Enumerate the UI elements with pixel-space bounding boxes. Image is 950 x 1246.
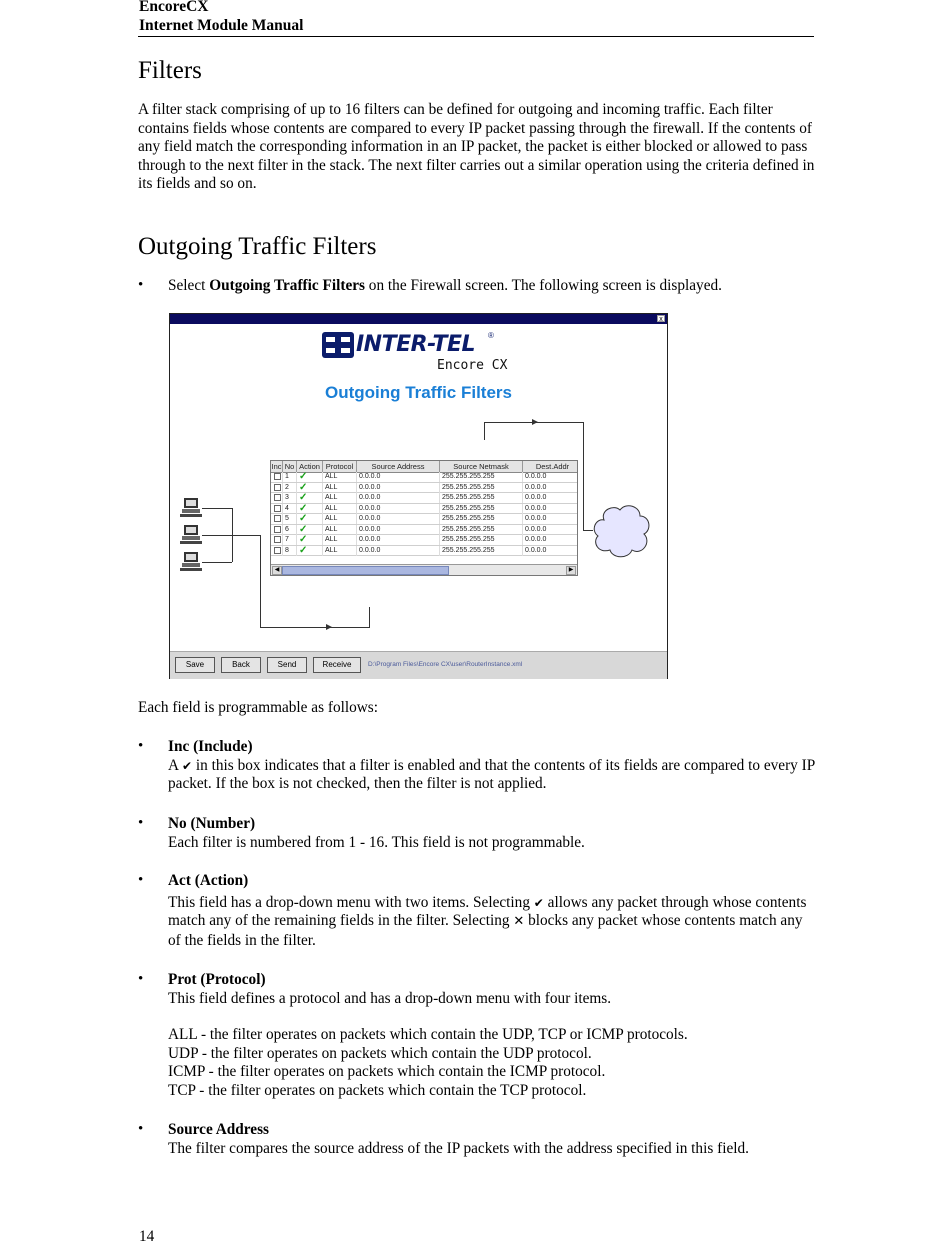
field-description: This field has a drop-down menu with two items. Selecting ✔ allows any packet through whose contents match any of the remaining fields in the filter. Selecting ✕ blocks any packet whose contents match any of the fields in the filter. bbox=[168, 893, 807, 949]
heading-filters: Filters bbox=[138, 57, 202, 84]
bullet: • bbox=[138, 971, 144, 987]
field-description: This field defines a protocol and has a drop-down menu with four items. bbox=[168, 989, 612, 1007]
filters-paragraph: A filter stack comprising of up to 16 filters can be defined for outgoing and incoming traffic. Each filter contains fields whose contents are compared to every IP packet passing through the firewall. If the contents of any field match the corresponding information in an IP packet, the packet is either blocked or allowed to pass through to the next filter in the stack. The next filter carries out a similar operation using the criteria defined in its fields and so on. bbox=[138, 101, 815, 193]
window-title: Outgoing Traffic Filters bbox=[324, 383, 512, 402]
action-allow-icon[interactable]: ✓ bbox=[297, 514, 323, 524]
protocol-option: UDP - the filter operates on packets which contain the UDP protocol. bbox=[168, 1044, 592, 1062]
cell-no: 5 bbox=[283, 514, 297, 524]
header-manual-title: Internet Module Manual bbox=[139, 17, 304, 34]
cell-dest-address[interactable]: 0.0.0.0 bbox=[523, 514, 578, 524]
cell-source-netmask[interactable]: 255.255.255.255 bbox=[440, 525, 523, 535]
include-checkbox[interactable] bbox=[274, 547, 281, 554]
col-action[interactable]: Action bbox=[297, 461, 323, 472]
field-source-address bbox=[168, 1121, 818, 1158]
field-no bbox=[168, 815, 818, 852]
field-inc bbox=[168, 738, 818, 794]
include-checkbox[interactable] bbox=[274, 473, 281, 480]
cell-protocol[interactable]: ALL bbox=[323, 483, 357, 493]
cell-protocol[interactable]: ALL bbox=[323, 535, 357, 545]
connector-line bbox=[583, 422, 584, 530]
cross-icon: ✕ bbox=[513, 914, 525, 930]
step-instruction: Select Outgoing Traffic Filters on the Firewall screen. The following screen is displayed. bbox=[168, 277, 722, 294]
connector-line bbox=[260, 627, 370, 628]
cell-protocol[interactable]: ALL bbox=[323, 525, 357, 535]
cell-no: 4 bbox=[283, 504, 297, 514]
table-row[interactable] bbox=[271, 535, 577, 546]
bullet: • bbox=[138, 738, 144, 754]
cell-protocol[interactable]: ALL bbox=[323, 472, 357, 482]
cell-protocol[interactable]: ALL bbox=[323, 514, 357, 524]
window-button-bar bbox=[170, 651, 667, 679]
header-product: EncoreCX bbox=[139, 0, 209, 15]
cell-dest-address[interactable]: 0.0.0.0 bbox=[523, 535, 578, 545]
col-protocol[interactable]: Protocol bbox=[323, 461, 357, 472]
computer-icon bbox=[180, 498, 202, 518]
cell-source-netmask[interactable]: 255.255.255.255 bbox=[440, 535, 523, 545]
include-checkbox[interactable] bbox=[274, 515, 281, 522]
connector-line bbox=[202, 562, 232, 563]
cell-no: 1 bbox=[283, 472, 297, 482]
cell-protocol[interactable]: ALL bbox=[323, 546, 357, 556]
scroll-right-icon[interactable]: ▶ bbox=[566, 566, 576, 575]
window-titlebar bbox=[170, 314, 667, 324]
receive-button[interactable]: Receive bbox=[313, 657, 361, 673]
cell-source-netmask[interactable]: 255.255.255.255 bbox=[440, 504, 523, 514]
screenshot-window bbox=[169, 313, 668, 679]
cell-source-netmask[interactable]: 255.255.255.255 bbox=[440, 546, 523, 556]
cell-source-address[interactable]: 0.0.0.0 bbox=[357, 535, 440, 545]
cell-source-netmask[interactable]: 255.255.255.255 bbox=[440, 493, 523, 503]
file-path: D:\Program Files\Encore CX\user\RouterInstance.xml bbox=[368, 661, 523, 668]
include-checkbox[interactable] bbox=[274, 526, 281, 533]
cell-no: 7 bbox=[283, 535, 297, 545]
action-allow-icon[interactable]: ✓ bbox=[297, 546, 323, 556]
table-row[interactable] bbox=[271, 525, 577, 536]
table-row[interactable] bbox=[271, 483, 577, 494]
scroll-thumb[interactable] bbox=[282, 566, 449, 575]
logo-mark-icon bbox=[322, 332, 354, 358]
fields-intro: Each field is programmable as follows: bbox=[138, 699, 379, 716]
cell-source-address[interactable]: 0.0.0.0 bbox=[357, 546, 440, 556]
cell-source-address[interactable]: 0.0.0.0 bbox=[357, 504, 440, 514]
col-inc[interactable]: Inc bbox=[271, 462, 282, 471]
cell-source-address[interactable]: 0.0.0.0 bbox=[357, 483, 440, 493]
cell-no: 8 bbox=[283, 546, 297, 556]
field-description: A ✔ in this box indicates that a filter is enabled and that the contents of its fields are compared to every IP packet. If the box is not checked, then the filter is not applied. bbox=[168, 756, 815, 793]
send-button[interactable]: Send bbox=[267, 657, 307, 673]
arrow-right-icon bbox=[532, 419, 538, 425]
close-icon[interactable]: x bbox=[657, 315, 665, 322]
arrow-right-icon bbox=[326, 624, 332, 630]
computer-icon bbox=[180, 525, 202, 545]
cell-source-netmask[interactable]: 255.255.255.255 bbox=[440, 483, 523, 493]
cell-no: 3 bbox=[283, 493, 297, 503]
checkmark-icon: ✔ bbox=[182, 758, 193, 773]
page-number: 14 bbox=[139, 1228, 155, 1245]
connector-line bbox=[484, 422, 485, 440]
field-name: Inc (Include) bbox=[168, 738, 253, 755]
horizontal-scrollbar[interactable] bbox=[271, 564, 577, 575]
registered-mark: ® bbox=[488, 331, 494, 340]
back-button[interactable]: Back bbox=[221, 657, 261, 673]
field-name: Prot (Protocol) bbox=[168, 971, 266, 988]
product-name: Encore CX bbox=[437, 358, 508, 373]
action-allow-icon[interactable]: ✓ bbox=[297, 493, 323, 503]
action-allow-icon[interactable]: ✓ bbox=[297, 504, 323, 514]
cell-source-address[interactable]: 0.0.0.0 bbox=[357, 472, 440, 482]
include-checkbox[interactable] bbox=[274, 536, 281, 543]
scroll-left-icon[interactable]: ◀ bbox=[272, 566, 282, 575]
save-button[interactable]: Save bbox=[175, 657, 215, 673]
protocol-option: ALL - the filter operates on packets which contain the UDP, TCP or ICMP protocols. bbox=[168, 1026, 688, 1044]
connector-line bbox=[202, 535, 232, 536]
table-row[interactable] bbox=[271, 472, 577, 483]
cell-source-netmask[interactable]: 255.255.255.255 bbox=[440, 514, 523, 524]
col-dest-address[interactable]: Dest.Addr bbox=[523, 461, 578, 472]
protocol-option: TCP - the filter operates on packets which contain the TCP protocol. bbox=[168, 1081, 587, 1099]
action-allow-icon[interactable]: ✓ bbox=[297, 525, 323, 535]
cell-no: 6 bbox=[283, 525, 297, 535]
connector-line bbox=[202, 508, 232, 509]
bullet: • bbox=[138, 872, 144, 888]
bullet: • bbox=[138, 277, 144, 293]
cell-no: 2 bbox=[283, 483, 297, 493]
intertel-logo bbox=[322, 328, 502, 362]
table-row[interactable] bbox=[271, 546, 577, 557]
col-source-netmask[interactable]: Source Netmask bbox=[440, 461, 523, 472]
field-name: Source Address bbox=[168, 1121, 270, 1138]
action-allow-icon[interactable]: ✓ bbox=[297, 472, 323, 482]
cell-source-address[interactable]: 0.0.0.0 bbox=[357, 493, 440, 503]
cell-dest-address[interactable]: 0.0.0.0 bbox=[523, 546, 578, 556]
cell-dest-address[interactable]: 0.0.0.0 bbox=[523, 504, 578, 514]
filters-table bbox=[270, 460, 578, 576]
internet-cloud-icon bbox=[590, 502, 652, 560]
cell-dest-address[interactable]: 0.0.0.0 bbox=[523, 525, 578, 535]
cell-dest-address[interactable]: 0.0.0.0 bbox=[523, 483, 578, 493]
cell-source-address[interactable]: 0.0.0.0 bbox=[357, 525, 440, 535]
protocol-option: ICMP - the filter operates on packets which contain the ICMP protocol. bbox=[168, 1063, 606, 1081]
action-allow-icon[interactable]: ✓ bbox=[297, 483, 323, 493]
include-checkbox[interactable] bbox=[274, 505, 281, 512]
cell-source-address[interactable]: 0.0.0.0 bbox=[357, 514, 440, 524]
logo-text: INTER-TEL bbox=[356, 332, 476, 357]
field-description: Each filter is numbered from 1 - 16. This field is not programmable. bbox=[168, 833, 585, 851]
col-no[interactable]: No bbox=[283, 461, 297, 472]
bullet: • bbox=[138, 1121, 144, 1137]
connector-line bbox=[260, 535, 261, 627]
include-checkbox[interactable] bbox=[274, 484, 281, 491]
connector-line bbox=[369, 607, 370, 628]
heading-outgoing-traffic-filters: Outgoing Traffic Filters bbox=[138, 233, 377, 260]
field-name: No (Number) bbox=[168, 815, 256, 832]
table-row[interactable] bbox=[271, 493, 577, 504]
action-allow-icon[interactable]: ✓ bbox=[297, 535, 323, 545]
field-description: The filter compares the source address of the IP packets with the address specified in this field. bbox=[168, 1139, 749, 1157]
include-checkbox[interactable] bbox=[274, 494, 281, 501]
col-source-address[interactable]: Source Address bbox=[357, 461, 440, 472]
cell-dest-address[interactable]: 0.0.0.0 bbox=[523, 472, 578, 482]
cell-protocol[interactable]: ALL bbox=[323, 493, 357, 503]
cell-source-netmask[interactable]: 255.255.255.255 bbox=[440, 472, 523, 482]
field-name: Act (Action) bbox=[168, 872, 249, 889]
connector-line bbox=[232, 535, 260, 536]
bullet: • bbox=[138, 815, 144, 831]
field-act bbox=[168, 872, 818, 950]
header-divider bbox=[138, 36, 814, 37]
checkmark-icon: ✔ bbox=[533, 895, 544, 910]
computer-icon bbox=[180, 552, 202, 572]
table-row[interactable] bbox=[271, 504, 577, 515]
table-row[interactable] bbox=[271, 514, 577, 525]
field-prot bbox=[168, 971, 818, 1101]
cell-dest-address[interactable]: 0.0.0.0 bbox=[523, 493, 578, 503]
cell-protocol[interactable]: ALL bbox=[323, 504, 357, 514]
